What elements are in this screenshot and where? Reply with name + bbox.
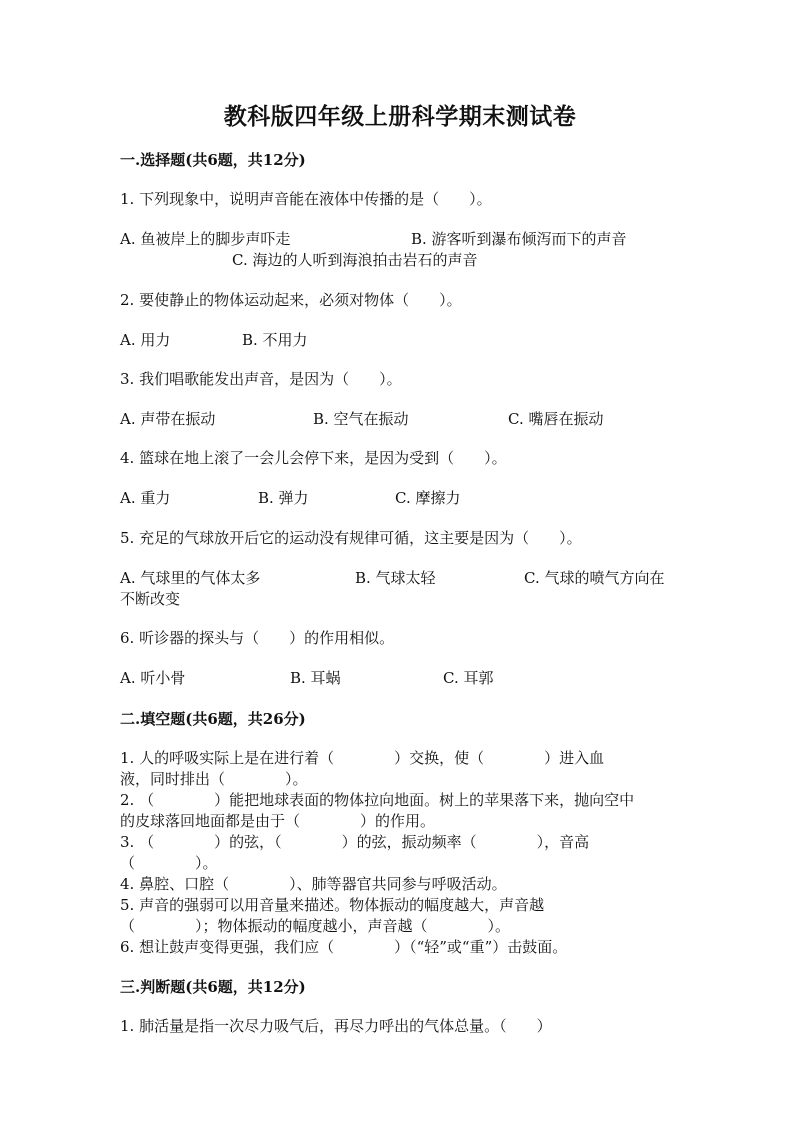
option-c: C. 嘴唇在振动 xyxy=(508,410,604,428)
question-stem: 1. 肺活量是指一次尽力吸气后，再尽力呼出的气体总量。（ ） xyxy=(120,1017,552,1035)
section-heading-choice: 一.选择题(共6题，共12分) xyxy=(120,151,306,169)
option-b: B. 空气在振动 xyxy=(313,410,409,428)
option-b: B. 游客听到瀑布倾泻而下的声音 xyxy=(411,230,627,248)
option-b: B. 不用力 xyxy=(242,331,308,349)
option-b: B. 弹力 xyxy=(258,489,309,507)
question-stem: 3. 我们唱歌能发出声音，是因为（ ）。 xyxy=(120,370,402,388)
question-stem: 4. 篮球在地上滚了一会儿会停下来，是因为受到（ ）。 xyxy=(120,449,507,467)
section-heading-fill: 二.填空题(共6题，共26分) xyxy=(120,710,306,728)
option-a: A. 用力 xyxy=(120,331,171,349)
question-stem: 2. 要使静止的物体运动起来，必须对物体（ ）。 xyxy=(120,291,462,309)
option-a: A. 气球里的气体太多 xyxy=(120,569,261,587)
option-c: C. 海边的人听到海浪拍击岩石的声音 xyxy=(232,251,478,269)
fill-line: 6. 想让鼓声变得更强，我们应（ ）（“轻”或“重”）击鼓面。 xyxy=(120,938,568,956)
option-a: A. 鱼被岸上的脚步声吓走 xyxy=(120,230,291,248)
fill-line: 5. 声音的强弱可以用音量来描述。物体振动的幅度越大，声音越 xyxy=(120,896,545,914)
option-b: B. 气球太轻 xyxy=(355,569,436,587)
question-stem: 6. 听诊器的探头与（ ）的作用相似。 xyxy=(120,629,395,647)
option-a: A. 重力 xyxy=(120,489,171,507)
option-c-continued: 不断改变 xyxy=(120,590,181,608)
fill-line: （ ）。 xyxy=(120,854,218,872)
fill-line: 3. （ ）的弦，（ ）的弦，振动频率（ ），音高 xyxy=(120,833,590,851)
option-c: C. 耳郭 xyxy=(443,669,494,687)
option-a: A. 听小骨 xyxy=(120,669,186,687)
fill-line: 2. （ ）能把地球表面的物体拉向地面。树上的苹果落下来，抛向空中 xyxy=(120,791,635,809)
page-title: 教科版四年级上册科学期末测试卷 xyxy=(223,103,577,130)
fill-line: 4. 鼻腔、口腔（ ）、肺等器官共同参与呼吸活动。 xyxy=(120,875,507,893)
question-stem: 5. 充足的气球放开后它的运动没有规律可循，这主要是因为（ ）。 xyxy=(120,529,582,547)
option-c: C. 气球的喷气方向在 xyxy=(524,569,665,587)
option-c: C. 摩擦力 xyxy=(395,489,461,507)
fill-line: 的皮球落回地面都是由于（ ）的作用。 xyxy=(120,812,436,830)
option-b: B. 耳蜗 xyxy=(290,669,341,687)
fill-line: （ ）；物体振动的幅度越小，声音越（ ）。 xyxy=(120,917,511,935)
fill-line: 1. 人的呼吸实际上是在进行着（ ）交换，使（ ）进入血 xyxy=(120,749,605,767)
question-stem: 1. 下列现象中，说明声音能在液体中传播的是（ ）。 xyxy=(120,190,492,208)
section-heading-judge: 三.判断题(共6题，共12分) xyxy=(120,978,306,996)
option-a: A. 声带在振动 xyxy=(120,410,216,428)
fill-line: 液，同时排出（ ）。 xyxy=(120,770,308,788)
